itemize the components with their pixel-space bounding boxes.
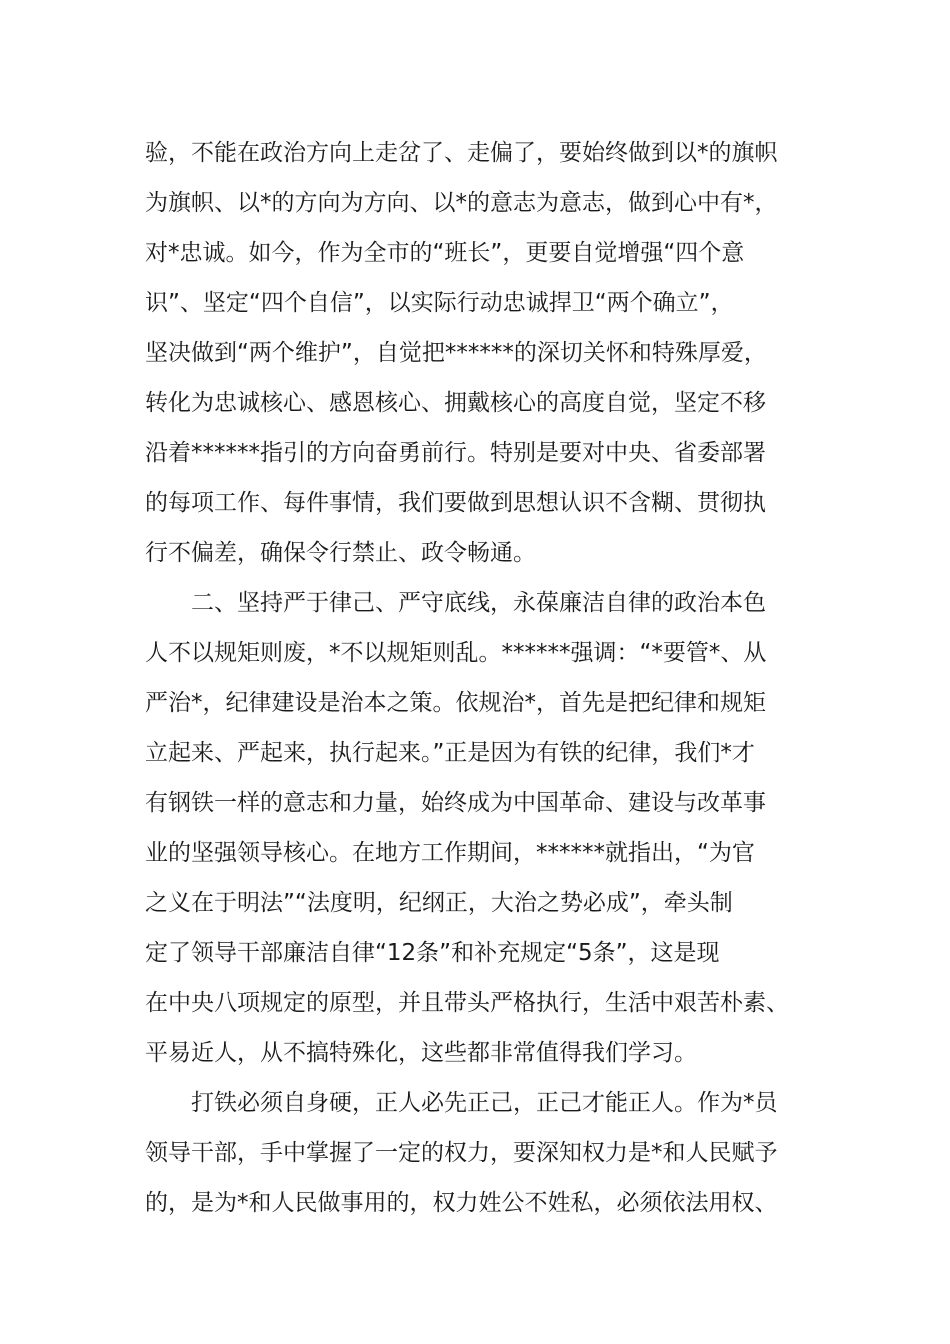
text-line: 定了领导干部廉洁自律“12条”和补充规定“5条”，这是现: [145, 940, 720, 966]
text-line: 验，不能在政治方向上走岔了、走偏了，要始终做到以*的旗帜: [145, 140, 778, 166]
text-line: 业的坚强领导核心。在地方工作期间，******就指出，“为官: [145, 840, 755, 866]
text-line: 对*忠诚。如今，作为全市的“班长”，更要自觉增强“四个意: [145, 240, 745, 266]
section-heading: 二、坚持严于律己、严守底线，永葆廉洁自律的政治本色: [191, 590, 766, 616]
text-line: 有钢铁一样的意志和力量，始终成为中国革命、建设与改革事: [145, 790, 766, 816]
text-line: 坚决做到“两个维护”，自觉把******的深切关怀和特殊厚爱，: [145, 340, 767, 366]
text-line: 严治*，纪律建设是治本之策。依规治*，首先是把纪律和规矩: [145, 690, 766, 716]
text-line: 在中央八项规定的原型，并且带头严格执行，生活中艰苦朴素、: [145, 990, 789, 1016]
text-line: 沿着******指引的方向奋勇前行。特别是要对中央、省委部署: [145, 440, 766, 466]
text-line: 领导干部，手中掌握了一定的权力，要深知权力是*和人民赋予: [145, 1140, 778, 1166]
text-line: 识”、坚定“四个自信”，以实际行动忠诚捍卫“两个确立”，: [145, 290, 734, 316]
text-line: 行不偏差，确保令行禁止、政令畅通。: [145, 540, 536, 566]
text-line: 之义在于明法”“法度明，纪纲正，大治之势必成”，牵头制: [145, 890, 733, 916]
text-line: 转化为忠诚核心、感恩核心、拥戴核心的高度自觉，坚定不移: [145, 390, 766, 416]
paragraph-start-line: 打铁必须自身硬，正人必先正己，正己才能正人。作为*员: [191, 1090, 778, 1116]
document-body: [145, 128, 845, 1228]
text-line: 人不以规矩则废，*不以规矩则乱。******强调：“*要管*、从: [145, 640, 767, 666]
text-line: 立起来、严起来，执行起来。”正是因为有铁的纪律，我们*才: [145, 740, 755, 766]
text-line: 的，是为*和人民做事用的，权力姓公不姓私，必须依法用权、: [145, 1190, 778, 1216]
text-line: 的每项工作、每件事情，我们要做到思想认识不含糊、贯彻执: [145, 490, 766, 516]
text-line: 为旗帜、以*的方向为方向、以*的意志为意志，做到心中有*，: [145, 190, 778, 216]
text-line: 平易近人，从不搞特殊化，这些都非常值得我们学习。: [145, 1040, 697, 1066]
